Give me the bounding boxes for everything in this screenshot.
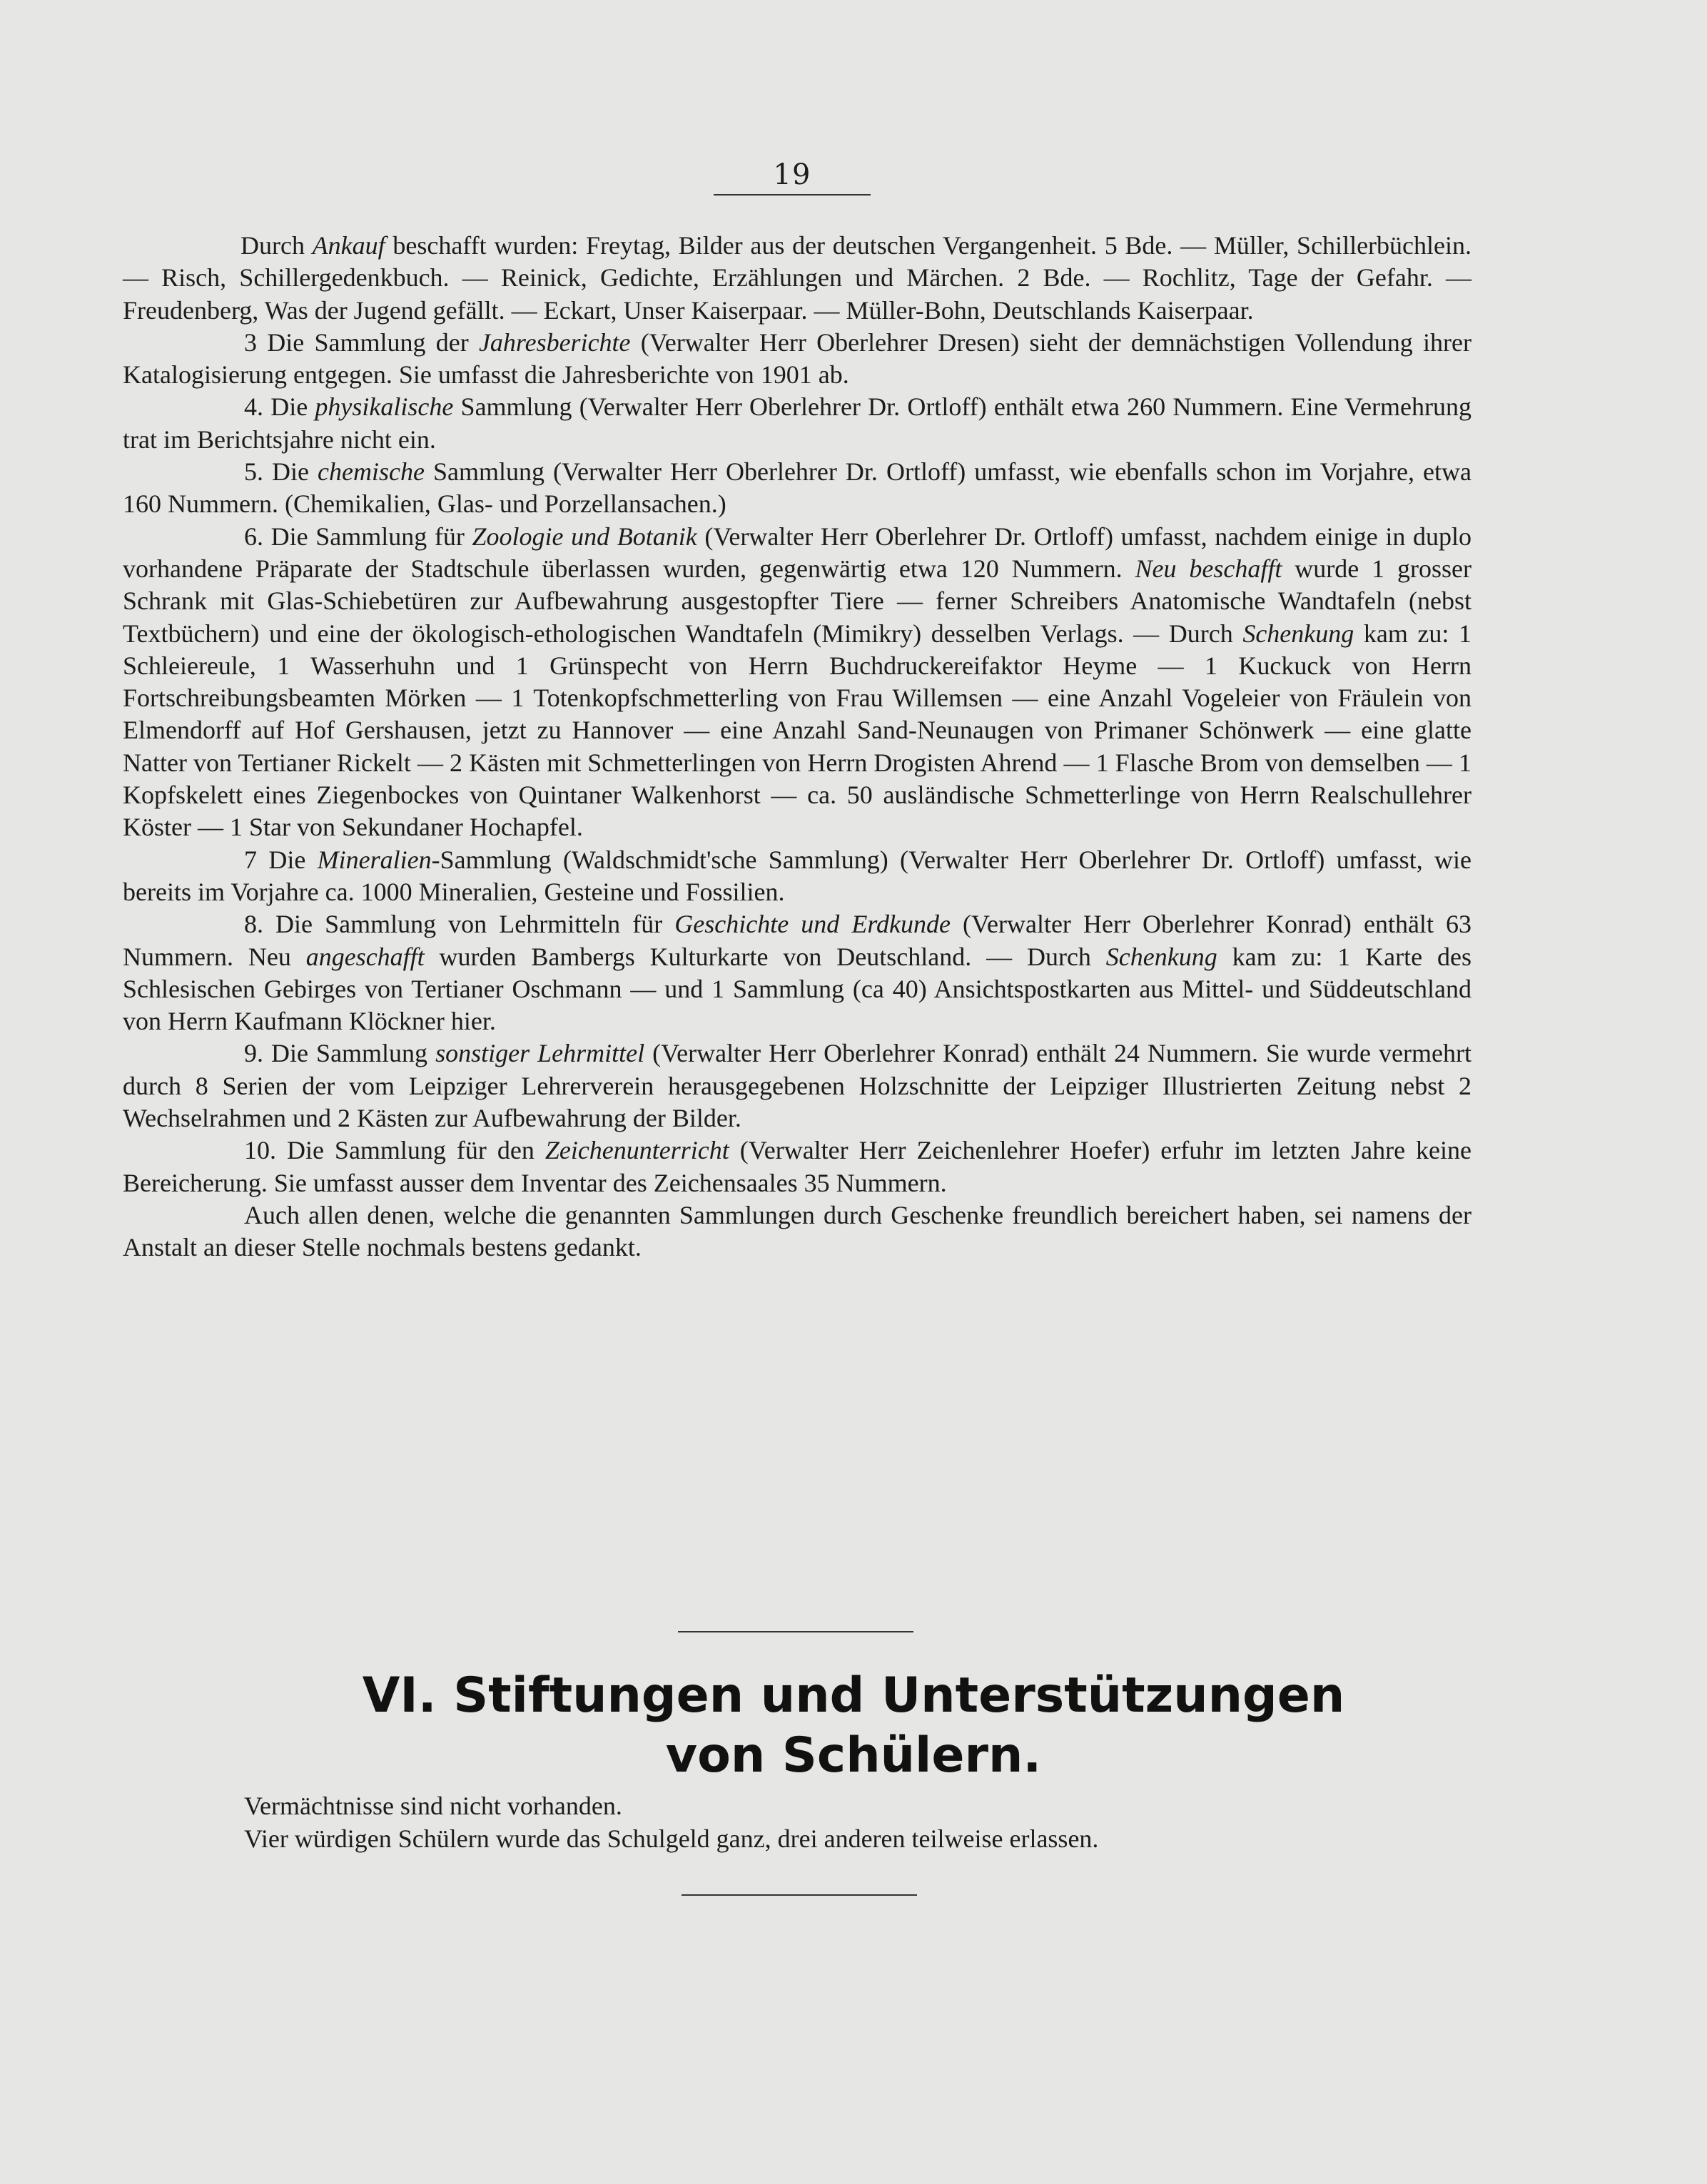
paragraph-text: 3 Die Sammlung der <box>244 327 479 357</box>
paragraph <box>123 230 1472 327</box>
emphasis-text: Mineralien <box>317 845 432 874</box>
section-line-tuition: Vier würdigen Schülern wurde das Schulgeld ganz, drei anderen teilweise erlassen. <box>244 1824 1099 1853</box>
section-text <box>244 1789 1472 1855</box>
paragraph <box>123 844 1472 909</box>
emphasis-text: Schenkung <box>1105 942 1217 971</box>
paragraph-text: Sammlung (Verwalter Herr Oberlehrer Dr. Ortloff) umfasst, wie ebenfalls schon im Vorjahre, etwa 160 Nummern. (Chemikalien, Glas- und Porzellansachen.) <box>123 457 1472 519</box>
paragraph <box>123 327 1472 392</box>
paragraph-text: 7 Die <box>244 845 318 874</box>
emphasis-text: Schenkung <box>1242 619 1354 648</box>
emphasis-text: Geschichte und Erdkunde <box>674 910 951 939</box>
paragraph-text: 10. Die Sammlung für den <box>244 1136 545 1165</box>
emphasis-text: chemische <box>318 457 425 487</box>
paragraph-text: (Verwalter Herr Zeichenlehrer Hoefer) erfuhr im letzten Jahre keine Bereicherung. Sie umfasst ausser dem Inventar des Zeichensaales 35 Nummern. <box>123 1136 1472 1197</box>
collections-report-text <box>123 230 1472 1264</box>
paragraph-text: (Verwalter Herr Oberlehrer Konrad) enthält 24 Nummern. Sie wurde vermehrt durch 8 Serien der vom Leipziger Lehrerverein herausgegebenen Holzschnitte der Leipziger Illustrierten Zeitung nebst 2 Wechselrahmen und 2 Kästen zur Aufbewahrung der Bilder. <box>123 1039 1472 1133</box>
paragraph-text: 4. Die <box>244 392 315 422</box>
paragraph-text: (Verwalter Herr Oberlehrer Dresen) sieht der demnächstigen Vollendung ihrer Katalogisierung entgegen. Sie umfasst die Jahresberichte von 1901 ab. <box>123 327 1472 390</box>
top-rule <box>714 194 871 195</box>
emphasis-text: Jahresberichte <box>478 327 631 357</box>
section-heading-line-2: von Schülern. <box>665 1727 1042 1784</box>
paragraph-text: kam zu: 1 Karte des Schlesischen Gebirges von Tertianer Oschmann — und 1 Sammlung (ca 40) Ansichtspostkarten aus Mittel- und Süddeutschland von Herrn Kaufmann Klöckner hier. <box>123 942 1472 1036</box>
paragraph-text: 5. Die <box>244 457 318 487</box>
emphasis-text: Ankauf <box>312 231 385 260</box>
page-number: 19 <box>773 158 811 191</box>
section-heading <box>123 1666 1584 1786</box>
paragraph <box>123 521 1472 844</box>
emphasis-text: physikalische <box>315 392 454 422</box>
paragraph-text: (Verwalter Herr Oberlehrer Konrad) enthält 63 Nummern. Neu <box>123 910 1472 971</box>
paragraph <box>123 1037 1472 1134</box>
section-line-bequests: Vermächtnisse sind nicht vorhanden. <box>244 1792 622 1820</box>
emphasis-text: Zoologie und Botanik <box>472 522 697 551</box>
section-divider <box>678 1631 913 1632</box>
paragraph-text: 8. Die Sammlung von Lehrmitteln für <box>244 910 675 939</box>
paragraph-text: 9. Die Sammlung <box>244 1039 436 1068</box>
paragraph-text: kam zu: 1 Schleiereule, 1 Wasserhuhn und 1 Grünspecht von Herrn Buchdruckereifaktor Heyme — 1 Kuckuck von Herrn Fortschreibungsbeamten Mörken — 1 Totenkopfschmetterling von Frau Willemsen — eine Anzahl Vogeleier von Fräulein von Elmendorff auf Hof Gershausen, jetzt zu Hannover — eine Anzahl Sand-Neunaugen von Primaner Schönwerk — eine glatte Natter von Tertianer Rickelt — 2 Kästen mit Schmetterlingen von Herrn Drogisten Ahrend — 1 Flasche Brom von demselben — 1 Kopfskelett eines Ziegenbockes von Quintaner Walkenhorst — ca. 50 ausländische Schmetterlinge von Herrn Realschullehrer Köster — 1 Star von Sekundaner Hochapfel. <box>123 619 1472 842</box>
paragraph-text: -Sammlung (Waldschmidt'sche Sammlung) (Verwalter Herr Oberlehrer Dr. Ortloff) umfasst, wie bereits im Vorjahre ca. 1000 Mineralien, Gesteine und Fossilien. <box>123 845 1472 906</box>
paragraph <box>123 1134 1472 1199</box>
paragraph-text: (Verwalter Herr Oberlehrer Dr. Ortloff) umfasst, nachdem einige in duplo vorhandene Präparate der Stadtschule überlassen wurden, gegenwärtig etwa 120 Nummern. <box>123 522 1472 583</box>
paragraph <box>123 456 1472 521</box>
paragraph <box>123 391 1472 456</box>
emphasis-text: Neu beschafft <box>1135 554 1282 583</box>
emphasis-text: angeschafft <box>305 942 425 971</box>
paragraph-text: Sammlung (Verwalter Herr Oberlehrer Dr. Ortloff) enthält etwa 260 Nummern. Eine Vermehrung trat im Berichtsjahre nicht ein. <box>123 392 1472 454</box>
paragraph-text: wurden Bambergs Kulturkarte von Deutschland. — Durch <box>424 942 1106 971</box>
paragraph <box>123 1199 1472 1264</box>
paragraph-text: 6. Die Sammlung für <box>244 522 472 551</box>
paragraph-text: Durch <box>240 231 313 260</box>
paragraph-text: Auch allen denen, welche die genannten Sammlungen durch Geschenke freundlich bereichert haben, sei namens der Anstalt an dieser Stelle nochmals bestens gedankt. <box>123 1200 1472 1262</box>
paragraph <box>123 908 1472 1037</box>
emphasis-text: sonstiger Lehrmittel <box>435 1039 645 1068</box>
paragraph-text: wurde 1 grosser Schrank mit Glas-Schiebetüren zur Aufbewahrung ausgestopfter Tiere — ferner Schreibers Anatomische Wandtafeln (nebst Textbüchern) und eine der ökologisch-ethologischen Wandtafeln (Mimikry) desselben Verlags. — Durch <box>123 554 1472 648</box>
section-heading-line-1: VI. Stiftungen und Unterstützungen <box>362 1667 1345 1724</box>
paragraph-text: beschafft wurden: Freytag, Bilder aus der deutschen Vergangenheit. 5 Bde. — Müller, Schillerbüchlein. — Risch, Schillergedenkbuch. — Reinick, Gedichte, Erzählungen und Märchen. 2 Bde. — Rochlitz, Tage der Gefahr. — Freudenberg, Was der Jugend gefällt. — Eckart, Unser Kaiserpaar. — Müller-Bohn, Deutschlands Kaiserpaar. <box>123 231 1472 325</box>
bottom-rule <box>682 1894 917 1896</box>
emphasis-text: Zeichenunterricht <box>544 1136 729 1165</box>
